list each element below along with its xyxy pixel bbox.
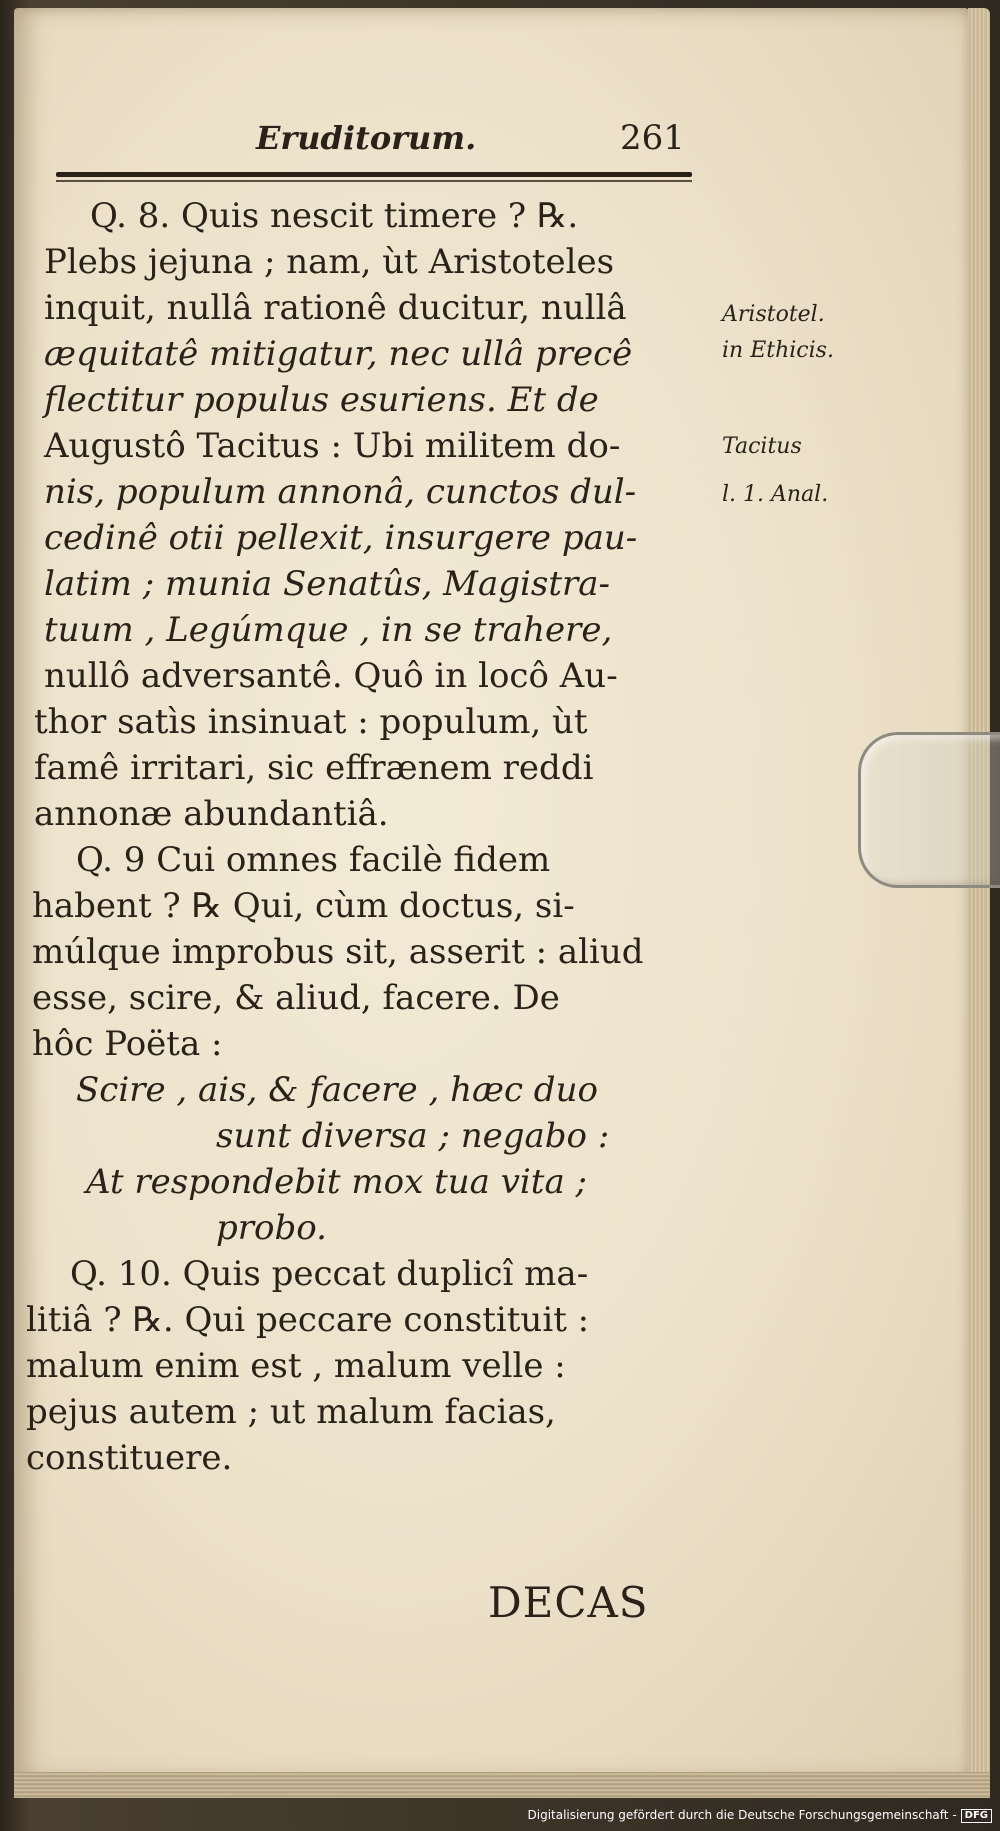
text-line: thor satìs insinuat : populum, ùt <box>34 702 588 742</box>
text-line: æquitatê mitigatur, nec ullâ precê <box>44 334 633 374</box>
text-line: nullô adversantê. Quô in locô Au- <box>44 656 618 696</box>
text-line: inquit, nullâ rationê ducitur, nullâ <box>44 288 627 328</box>
margin-note: in Ethicis. <box>722 338 834 363</box>
text-line: múlque improbus sit, asserit : aliud <box>32 932 644 972</box>
running-title: Eruditorum. <box>256 119 477 157</box>
verse-line: sunt diversa ; negabo : <box>216 1116 610 1156</box>
dfg-logo-icon: DFG <box>961 1809 992 1823</box>
text-line: Augustô Tacitus : Ubi militem do- <box>44 426 621 466</box>
verse-line: At respondebit mox tua vita ; <box>86 1162 587 1202</box>
verse-line: Scire , ais, & facere , hæc duo <box>76 1070 598 1110</box>
text-line: tuum , Legúmque , in se trahere, <box>44 610 613 650</box>
text-line: cedinê otii pellexit, insurgere pau- <box>44 518 638 558</box>
text-line: pejus autem ; ut malum facias, <box>26 1392 556 1432</box>
text-line: habent ? ℞ Qui, cùm doctus, si- <box>32 886 575 926</box>
text-line: annonæ abundantiâ. <box>34 794 389 834</box>
text-line: esse, scire, & aliud, facere. De <box>32 978 560 1018</box>
text-line: litiâ ? ℞. Qui peccare constituit : <box>26 1300 590 1340</box>
text-line: malum enim est , malum velle : <box>26 1346 566 1386</box>
verse-line: probo. <box>216 1208 327 1248</box>
text-line: constituere. <box>26 1438 233 1478</box>
text-line: Q. 9 Cui omnes facilè fidem <box>76 840 551 880</box>
credit-text: Digitalisierung gefördert durch die Deutsche Forschungsgemeinschaft - <box>527 1808 957 1822</box>
text-line: latim ; munia Senatûs, Magistra- <box>44 564 611 604</box>
text-line: Q. 10. Quis peccat duplicî ma- <box>70 1254 589 1294</box>
text-line: flectitur populus esuriens. Et de <box>44 380 599 420</box>
page-number: 261 <box>620 118 685 158</box>
catchword: DECAS <box>488 1578 649 1627</box>
text-line: famê irritari, sic effrænem reddi <box>34 748 594 788</box>
header-rule-thin <box>56 180 692 182</box>
margin-note: Tacitus <box>722 434 802 459</box>
margin-note: l. 1. Anal. <box>722 482 829 507</box>
margin-note: Aristotel. <box>722 302 825 327</box>
text-line: hôc Poëta : <box>32 1024 223 1064</box>
digitization-credit <box>528 1808 993 1823</box>
text-line: nis, populum annonâ, cunctos dul- <box>44 472 637 512</box>
text-line: Plebs jejuna ; nam, ùt Aristoteles <box>44 242 615 282</box>
header-rule <box>56 172 692 177</box>
text-line: Q. 8. Quis nescit timere ? ℞. <box>90 196 579 236</box>
